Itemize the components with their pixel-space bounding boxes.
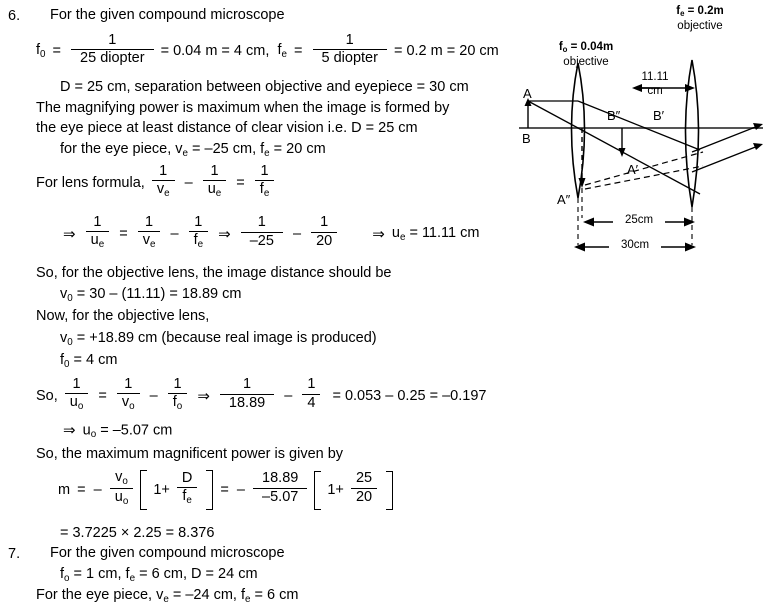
m-bracket-1	[140, 470, 213, 510]
s2-fraction-4: $\frac{1}{-25}$	[241, 214, 283, 249]
point-B-label: B	[522, 131, 531, 146]
problem-7-number: 7.	[8, 546, 21, 562]
point-B-prime-label: B′	[653, 108, 665, 123]
s3-fraction-2: $\frac{1}{v_o}$	[117, 376, 140, 412]
lf-fraction-2	[203, 163, 227, 199]
lf-num-3: 1	[260, 162, 269, 179]
point-A-prime-label: A′	[627, 162, 639, 177]
focal-length-equation-line	[36, 31, 499, 69]
lf-minus-1: –	[184, 175, 193, 191]
emergent-ray-2-head	[753, 143, 763, 150]
distance-1111-label: 11.11 cm	[641, 71, 669, 98]
m-bracket-2	[314, 471, 393, 510]
point-B-double-prime-label: B″	[607, 108, 621, 123]
s2-minus: –	[170, 226, 179, 242]
ray-centre-refracted	[578, 128, 700, 194]
v0-value-line: $v_0 = +18.89$ cm (because real image is produced)	[60, 330, 377, 348]
m-one-plus-2: 1+	[327, 482, 344, 498]
m-minus: –	[93, 482, 102, 498]
m-fraction-numeric: $\frac{18.89}{-5.07}$	[253, 470, 307, 505]
s2-fraction-3: $\frac{1}{f_e}$	[189, 214, 209, 250]
m-equals-2: =	[220, 482, 229, 498]
s3-minus: –	[149, 388, 158, 404]
fe-fraction	[313, 32, 387, 67]
v0-calculation-line: $v_0 = 30 - (11.11) = 18.89$ cm	[60, 286, 242, 304]
fe-result: = 0.2 m = 20 cm	[393, 43, 499, 60]
virtual-ray-1	[585, 152, 703, 185]
emergent-ray-2	[692, 146, 758, 172]
s2-equals: =	[119, 226, 128, 242]
m-one-plus: 1+	[153, 482, 170, 498]
now-objective-line: Now, for the objective lens,	[36, 308, 210, 324]
ray-diagram	[515, 0, 767, 262]
m-fraction-D-fe: $\frac{D}{f_e}$	[177, 470, 197, 506]
ray-parallel-refracted	[578, 101, 700, 150]
lens-formula-line	[36, 162, 277, 201]
dimension-30cm-label: 30cm	[609, 238, 661, 252]
uo-implies: ⇒	[63, 422, 76, 439]
f0-symbol: $f_0$	[36, 42, 46, 61]
s2-result: $u_e = 11.11$ cm	[391, 224, 480, 243]
fe-numerator: 1	[345, 31, 354, 48]
dim-1111-head-right	[685, 84, 695, 92]
step3-label: So,	[36, 388, 58, 404]
f0-denominator: 25 diopter	[71, 49, 154, 67]
lf-den-3: $f_e$	[255, 180, 275, 199]
lf-den-2: $u_e$	[203, 180, 227, 199]
s3-equals: =	[98, 388, 107, 404]
lf-num-2: 1	[210, 162, 219, 179]
f0-equals: =	[52, 43, 62, 60]
magnification-result-line: = 3.7225 × 2.25 = 8.376	[60, 525, 215, 541]
lf-fraction-1	[152, 163, 175, 199]
fe-symbol: $f_e$	[277, 42, 287, 61]
emergent-ray-1	[692, 126, 758, 152]
m-symbol: m	[58, 482, 71, 498]
eyepiece-mid: = –25 cm, f	[188, 141, 265, 157]
problem-7-given-line: $f_o = 1$ cm, $f_e = 6$ cm, D = 24 cm	[60, 566, 258, 584]
point-A-double-prime-label: A″	[557, 192, 571, 207]
eyepiece-label: $f_e = 0.2m$ objective	[676, 5, 724, 32]
step2-implies-2: ⇒	[218, 225, 231, 243]
s3-fraction-4: $\frac{1}{18.89}$	[220, 376, 274, 411]
lf-num-1: 1	[159, 162, 168, 179]
s3-fraction-5: $\frac{1}{4}$	[302, 376, 320, 411]
lf-den-1: $v_e$	[152, 180, 175, 199]
ray-centre-incident	[528, 101, 578, 128]
dimension-25cm-label: 25cm	[613, 213, 665, 227]
s3-fraction-1: $\frac{1}{u_o}$	[65, 376, 89, 412]
f0-numerator: 1	[108, 31, 117, 48]
problem-7-title: For the given compound microscope	[50, 545, 285, 561]
f0-fraction	[71, 32, 154, 67]
s3-implies: ⇒	[197, 387, 210, 405]
dim-30-head-right	[685, 243, 696, 252]
f0-result: = 0.04 m = 4 cm,	[160, 43, 270, 60]
m-fraction-25-20: $\frac{25}{20}$	[351, 470, 377, 505]
dim-25-head-right	[684, 218, 695, 227]
given-values-line: D = 25 cm, separation between objective and eyepiece = 30 cm	[60, 79, 469, 95]
lf-equals: =	[236, 175, 245, 191]
step2-equation-line	[60, 213, 480, 252]
point-A-label: A	[523, 86, 532, 101]
magnifying-power-line-2: the eye piece at least distance of clear vision i.e. D = 25 cm	[36, 120, 418, 136]
uo-result-line: ⇒ $u_o = -5.07$ cm	[60, 423, 172, 440]
f0-value-line: $f_0 = 4$ cm	[60, 352, 118, 370]
step2-implies-1: ⇒	[63, 225, 76, 243]
step3-equation-line	[36, 375, 487, 414]
fe-equals: =	[294, 43, 303, 60]
magnification-formula-line	[58, 470, 393, 510]
eyepiece-sub-e2: e	[264, 147, 270, 159]
eyepiece-end: = 20 cm	[269, 141, 326, 157]
eyepiece-lens	[686, 60, 699, 207]
max-magnification-line: So, the maximum magnificent power is given by	[36, 446, 344, 462]
dim-25-head-left	[583, 218, 594, 227]
s2-fraction-2: $\frac{1}{v_e}$	[138, 214, 161, 250]
dim-30-head-left	[574, 243, 585, 252]
s2-fraction-1: $\frac{1}{u_e}$	[86, 214, 110, 250]
s2-fraction-5: $\frac{1}{20}$	[311, 214, 337, 249]
s3-result: = 0.053 – 0.25 = –0.197	[332, 388, 487, 404]
s2-result-implies: ⇒	[372, 225, 385, 243]
fe-denominator: 5 diopter	[313, 49, 387, 67]
m-minus-2: –	[236, 482, 245, 498]
s3-fraction-3: $\frac{1}{f_o}$	[168, 376, 188, 412]
lens-formula-label: For lens formula,	[36, 175, 145, 191]
problem-7-eyepiece-line: For the eye piece, $v_e = -24$ cm, $f_e = 6$ cm	[36, 587, 299, 605]
problem-6-number: 6.	[8, 8, 21, 24]
magnifying-power-line-1: The magnifying power is maximum when the image is formed by	[36, 100, 450, 116]
objective-label: $f_o = 0.04m$ objective	[558, 41, 614, 68]
eyepiece-sub-e1: e	[182, 147, 188, 159]
m-fraction-vo-uo: $\frac{v_o}{u_o}$	[110, 469, 134, 507]
m-equals: =	[77, 482, 86, 498]
eyepiece-values-line	[60, 142, 326, 159]
lf-fraction-3	[255, 163, 275, 199]
s2-minus-2: –	[292, 226, 302, 242]
problem-6-title: For the given compound microscope	[50, 7, 285, 23]
eyepiece-prefix: for the eye piece, v	[60, 141, 183, 157]
objective-image-distance-line: So, for the objective lens, the image distance should be	[36, 265, 392, 281]
s3-minus-2: –	[284, 388, 293, 404]
